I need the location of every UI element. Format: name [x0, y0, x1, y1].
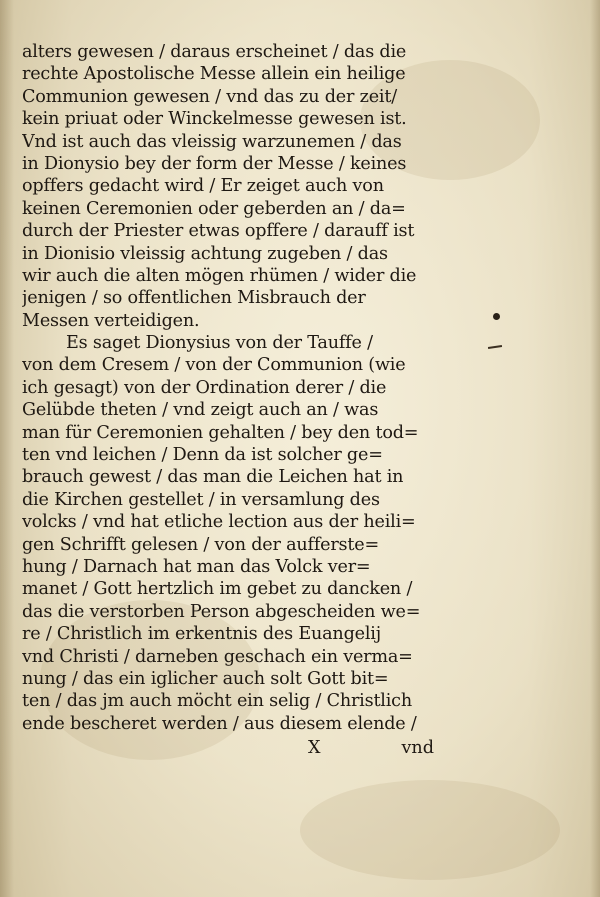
text-line: rechte Apostolische Messe allein ein heilige: [22, 64, 406, 85]
text-line: Messen verteidigen.: [22, 310, 200, 331]
text-line: vnd Christi / darneben geschach ein verma=: [22, 646, 413, 667]
text-line: keinen Ceremonien oder geberden an / da=: [22, 198, 406, 219]
text-line: Vnd ist auch das vleissig warzunemen / das: [22, 131, 402, 152]
text-line: ende bescheret werden / aus diesem elende /: [22, 713, 417, 734]
text-line: von dem Cresem / von der Communion (wie: [22, 355, 406, 376]
text-line: wir auch die alten mögen rhümen / wider die: [22, 265, 417, 286]
text-line: re / Christlich im erkentnis des Euangelij: [22, 624, 381, 645]
body-text: [22, 41, 442, 735]
text-line: ich gesagt) von der Ordination derer / die: [22, 377, 387, 398]
text-line: das die verstorben Person abgescheiden we=: [22, 601, 421, 622]
text-line: kein priuat oder Winckelmesse gewesen ist.: [22, 109, 407, 130]
text-line: ten / das jm auch möcht ein selig / Christlich: [22, 691, 412, 712]
text-line: Gelübde theten / vnd zeigt auch an / was: [22, 400, 379, 421]
catchword: vnd: [401, 738, 434, 758]
page-edge-right: [590, 0, 600, 897]
ink-spot: [493, 313, 500, 320]
paper-stain: [300, 780, 560, 880]
text-line: in Dionysio bey der form der Messe / keines: [22, 153, 407, 174]
text-line: ten vnd leichen / Denn da ist solcher ge=: [22, 445, 383, 466]
text-line: man für Ceremonien gehalten / bey den tod=: [22, 422, 419, 443]
text-line: brauch gewest / das man die Leichen hat in: [22, 467, 404, 488]
text-line: hung / Darnach hat man das Volck ver=: [22, 556, 371, 577]
text-line: manet / Gott hertzlich im gebet zu dancken /: [22, 579, 413, 600]
text-line: jenigen / so offentlichen Misbrauch der: [22, 288, 366, 309]
text-line: in Dionisio vleissig achtung zugeben / das: [22, 243, 388, 264]
signature-mark: X: [308, 738, 321, 758]
ink-mark: [488, 345, 502, 349]
text-line: die Kirchen gestellet / in versamlung des: [22, 489, 380, 510]
page-footer: [22, 738, 442, 760]
text-line: opffers gedacht wird / Er zeiget auch von: [22, 176, 384, 197]
text-line: Communion gewesen / vnd das zu der zeit/: [22, 86, 397, 107]
text-line: durch der Priester etwas opffere / darauff ist: [22, 221, 415, 242]
paragraph-start-line: Es saget Dionysius von der Tauffe /: [66, 333, 373, 354]
page-edge-left: [0, 0, 14, 897]
text-line: alters gewesen / daraus erscheinet / das die: [22, 42, 407, 62]
text-line: gen Schrifft gelesen / von der aufferste=: [22, 534, 380, 555]
text-line: nung / das ein iglicher auch solt Gott bit=: [22, 668, 389, 689]
text-line: volcks / vnd hat etliche lection aus der heili=: [22, 512, 416, 533]
